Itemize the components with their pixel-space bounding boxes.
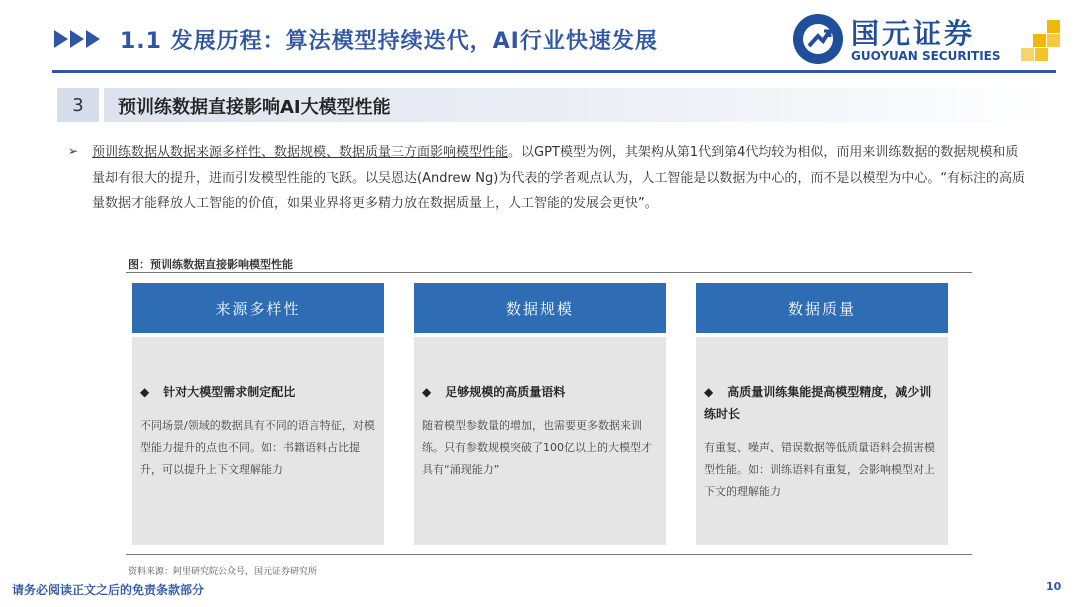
column-header: 数据质量 — [696, 283, 948, 333]
title-chevrons-icon — [54, 30, 100, 48]
column-subtitle-text: 足够规模的高质量语料 — [445, 385, 566, 399]
column-body: 随着模型参数量的增加，也需要更多数据来训练。只有参数规模突破了100亿以上的大模型才具有“涌现能力” — [422, 419, 652, 476]
section-number: 3 — [57, 88, 99, 122]
column-data-scale — [414, 283, 666, 545]
column-header: 数据规模 — [414, 283, 666, 333]
figure-source: 资料来源：阿里研究院公众号，国元证券研究所 — [128, 567, 318, 577]
column-body: 有重复、噪声、错误数据等低质量语料会损害模型性能。如：训练语料有重复，会影响模型对上下文的理解能力 — [704, 441, 935, 498]
logo-squares-icon — [1021, 20, 1061, 60]
column-subtitle — [422, 381, 654, 403]
paragraph-bullet-icon: ➢ — [68, 144, 79, 158]
disclaimer-link: 请务必阅读正文之后的免责条款部分 — [12, 583, 205, 597]
column-body: 不同场景/领域的数据具有不同的语言特征，对模型能力提升的点也不同。如：书籍语料占比提升，可以提升上下文理解能力 — [140, 419, 375, 476]
diamond-bullet-icon: ◆ — [140, 385, 150, 399]
logo-arrow-icon — [793, 14, 843, 64]
diamond-bullet-icon: ◆ — [422, 385, 432, 399]
logo-english-name: GUOYUAN SECURITIES — [851, 49, 1001, 63]
intro-paragraph — [92, 140, 1028, 217]
figure-top-rule — [126, 272, 972, 273]
page-number: 10 — [1046, 580, 1062, 593]
diamond-bullet-icon: ◆ — [704, 385, 714, 399]
logo-emblem-icon — [793, 14, 843, 64]
column-data-quality — [696, 283, 948, 545]
column-subtitle-text: 针对大模型需求制定配比 — [163, 385, 296, 399]
column-subtitle-text: 高质量训练集能提高模型精度，减少训练时长 — [704, 385, 932, 421]
column-subtitle — [140, 381, 372, 403]
logo-chinese-name: 国元证券 — [851, 17, 976, 50]
figure-caption: 图：预训练数据直接影响模型性能 — [128, 258, 293, 271]
column-subtitle — [704, 381, 936, 425]
column-source-diversity — [132, 283, 384, 545]
paragraph-body: 。以GPT模型为例，其架构从第1代到第4代均较为相似，而用来训练数据的数据规模和质量却有很大的提升，进而引发模型性能的飞跃。以吴恩达(Andrew Ng)为代表的学者观点认为，人工智能是以数据为中心的，而不是以模型为中心。“有标注的高质量数据才能释放人工智能的价值，如果业界将更多精力放在数据质量上，人工智能的发展会更快”。 — [92, 145, 1026, 211]
figure-bottom-rule — [126, 554, 972, 555]
column-header: 来源多样性 — [132, 283, 384, 333]
header-divider — [52, 70, 1056, 73]
page-title: 1.1 发展历程：算法模型持续迭代，AI行业快速发展 — [120, 29, 658, 54]
section-title: 预训练数据直接影响AI大模型性能 — [118, 97, 391, 118]
paragraph-key-point: 预训练数据从数据来源多样性、数据规模、数据质量三方面影响模型性能 — [92, 145, 509, 160]
company-logo — [793, 12, 1063, 68]
